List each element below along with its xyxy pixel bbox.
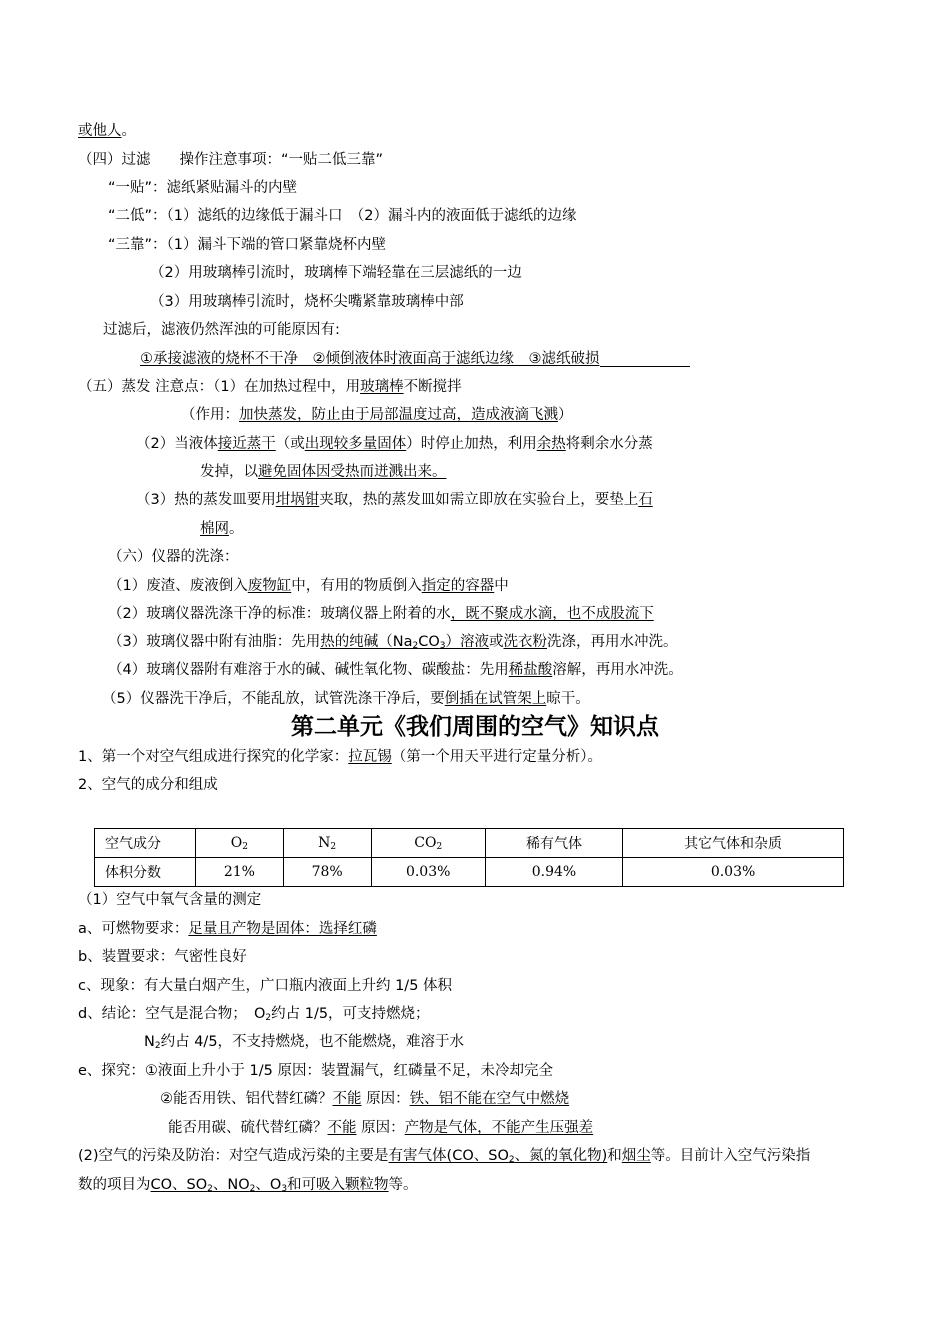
reasons-text: ①承接滤液的烧杯不干净 ②倾倒液体时液面高于滤纸边缘 ③滤纸破损 <box>140 351 600 367</box>
text-line: （3）用玻璃棒引流时，烧杯尖嘴紧靠玻璃棒中部 <box>150 294 464 310</box>
text-line: （1）空气中氧气含量的测定 <box>78 892 262 908</box>
text-line: “二低”：（1）滤纸的边缘低于漏斗口 （2）漏斗内的液面低于滤纸的边缘 <box>108 208 577 224</box>
text-span: （五）蒸发 注意点：（1）在加热过程中，用 <box>78 379 361 395</box>
text-span: 溶解，再用水冲洗。 <box>552 662 683 678</box>
text-span: ）溶液 <box>445 634 489 650</box>
underlined-text: 拉瓦锡 <box>348 749 392 765</box>
text-span: 将剩余水分蒸 <box>565 436 653 452</box>
air-composition-table <box>94 828 844 887</box>
text-span: 能否用碳、硫代替红磷？ <box>168 1120 328 1136</box>
table-cell: 体积分数 <box>95 858 196 887</box>
underlined-text <box>151 1177 389 1193</box>
text-line <box>78 121 136 141</box>
text-span: 等。 <box>388 1177 418 1193</box>
underlined-text: 足量且产物是固体：选择红磷 <box>188 921 377 937</box>
text-line <box>78 1004 430 1024</box>
underlined-text <box>389 1148 608 1164</box>
text-line <box>108 604 654 624</box>
table-row <box>95 858 844 887</box>
text-line: 2、空气的成分和组成 <box>78 777 218 793</box>
text-span: （1）废渣、废液倒入 <box>108 578 248 594</box>
text-span: （作用： <box>181 407 239 423</box>
text-span: 1、第一个对空气组成进行探究的化学家： <box>78 749 349 765</box>
subscript: 3 <box>281 1184 288 1194</box>
underlined-text: 铁、铝不能在空气中燃烧 <box>409 1091 570 1107</box>
subscript: 3 <box>439 641 446 651</box>
text-line <box>78 1146 810 1166</box>
text-span: O <box>230 835 243 851</box>
text-span: 约占 4/5，不支持燃烧，也不能燃烧，难溶于水 <box>160 1034 465 1050</box>
text-line <box>78 919 377 939</box>
text-line <box>160 1089 569 1109</box>
text-span: 中 <box>494 578 509 594</box>
text-line <box>108 660 683 680</box>
text-span: 发掉，以 <box>200 464 258 480</box>
underlined-text: ，既不聚成水滴，也不成股流下 <box>450 606 654 622</box>
text-span: 晾干。 <box>546 691 590 707</box>
table-cell: 稀有气体 <box>485 829 622 858</box>
text-span: CO <box>414 835 437 851</box>
text-span: （4）玻璃仪器附有难溶于水的碱、碱性氧化物、碳酸盐：先用 <box>108 662 509 678</box>
text-span: 、NO <box>212 1177 250 1193</box>
text-line <box>136 490 653 510</box>
text-span: 。 <box>229 521 244 537</box>
text-span: 原因： <box>356 1120 405 1136</box>
table-cell <box>283 829 371 858</box>
text-span: (2)空气的污染及防治：对空气造成污染的主要是 <box>78 1148 389 1164</box>
subscript: 2 <box>330 842 337 852</box>
table-cell: 78% <box>283 858 371 887</box>
underlined-text: 玻璃棒 <box>360 379 404 395</box>
subscript: 2 <box>154 1041 161 1051</box>
filter-heading: （四）过滤 操作注意事项：“一贴二低三靠” <box>78 152 384 168</box>
table-cell: 0.03% <box>371 858 485 887</box>
subscript: 2 <box>436 842 443 852</box>
text-line: b、装置要求：气密性良好 <box>78 949 247 965</box>
table-cell <box>196 829 284 858</box>
table-cell: 空气成分 <box>95 829 196 858</box>
text-span: N <box>144 1034 155 1050</box>
subscript: 2 <box>207 1184 213 1194</box>
table-cell: 0.94% <box>485 858 622 887</box>
table-cell: 21% <box>196 858 284 887</box>
text-line <box>108 632 677 652</box>
text-line: “一贴”：滤纸紧贴漏斗的内壁 <box>108 180 298 196</box>
text-line <box>168 1118 593 1138</box>
text-span: ） <box>558 407 573 423</box>
underlined-text <box>320 634 489 650</box>
underlined-text: 接近蒸干 <box>217 436 276 452</box>
text-span: （3）玻璃仪器中附有油脂：先用 <box>108 634 321 650</box>
table-cell: 0.03% <box>623 858 844 887</box>
text-line <box>78 747 602 767</box>
underlined-text: 指定的容器 <box>421 578 495 594</box>
text-line <box>200 462 447 482</box>
text-span: 洗涤，再用水冲洗。 <box>546 634 678 650</box>
text-span: （5）仪器洗干净后，不能乱放，试管洗涤干净后，要 <box>102 691 445 707</box>
text-span: 原因： <box>361 1091 410 1107</box>
text-line <box>108 576 509 596</box>
underlined-text: 不能 <box>332 1091 362 1107</box>
text-line: （2）用玻璃棒引流时，玻璃棒下端轻靠在三层滤纸的一边 <box>150 265 522 281</box>
text-span: ）时停止加热，利用 <box>406 436 537 452</box>
underlined-text: 避免固体因受热而迸溅出来。 <box>258 464 447 480</box>
underlined-text: 加快蒸发，防止由于局部温度过高，造成液滴飞溅 <box>239 407 558 423</box>
underlined-text: 废物缸 <box>247 578 292 594</box>
text-line <box>140 349 690 369</box>
text-span: 约占 1/5，可支持燃烧； <box>271 1006 430 1022</box>
underlined-text: 棉网 <box>200 521 229 537</box>
text-span: CO <box>418 634 440 650</box>
text-span: 等。目前计入空气污染指 <box>650 1148 811 1164</box>
underlined-text: 出现较多量固体 <box>304 436 407 452</box>
text-span: 和 <box>607 1148 622 1164</box>
text-span: ②能否用铁、铝代替红磷？ <box>160 1091 333 1107</box>
text-span: d、结论：空气是混合物； O <box>78 1006 266 1022</box>
text-line <box>181 405 573 425</box>
text-line: “三靠”：（1）漏斗下端的管口紧靠烧杯内壁 <box>108 237 386 253</box>
underlined-text: 烟尘 <box>621 1148 651 1164</box>
text-line <box>200 519 244 539</box>
underlined-text: 坩埚钳 <box>275 492 320 508</box>
underline-blank <box>600 352 690 367</box>
text-span: 中，有用的物质倒入 <box>291 578 422 594</box>
underlined-text: 倒插在试管架上 <box>444 691 547 707</box>
subscript: 2 <box>242 842 248 852</box>
underlined-text: 稀盐酸 <box>508 662 553 678</box>
text-span: 。 <box>121 123 136 139</box>
table-row <box>95 829 844 858</box>
text-span: 、O <box>255 1177 282 1193</box>
underlined-text: 产物是气体，不能产生压强差 <box>404 1120 594 1136</box>
text-line <box>136 434 653 454</box>
text-span: 夹取，热的蒸发皿如需立即放在实验台上，要垫上 <box>319 492 639 508</box>
text-span: N <box>318 835 331 851</box>
table-cell: 其它气体和杂质 <box>623 829 844 858</box>
unit-title: 第二单元《我们周围的空气》知识点 <box>291 714 659 740</box>
text-span: （2）玻璃仪器洗涤干净的标准：玻璃仪器上附着的水 <box>108 606 451 622</box>
underlined-text: 余热 <box>536 436 566 452</box>
subscript: 2 <box>508 1155 515 1165</box>
text-span: 或 <box>488 634 504 650</box>
subscript: 2 <box>265 1013 272 1023</box>
text-span: （第一个用天平进行定量分析）。 <box>391 749 602 765</box>
text-span: 有害气体(CO、SO <box>388 1148 509 1164</box>
text-span: （3）热的蒸发皿要用 <box>136 492 276 508</box>
text-span: 热的纯碱（Na <box>320 634 413 650</box>
text-span: a、可燃物要求： <box>78 921 189 937</box>
text-line: 过滤后，滤液仍然浑浊的可能原因有: <box>103 322 340 338</box>
text-line <box>144 1032 464 1052</box>
underlined-text: 洗衣粉 <box>503 634 547 650</box>
text-line: c、现象：有大量白烟产生，广口瓶内液面上升约 1/5 体积 <box>78 978 453 994</box>
text-span: 不断搅拌 <box>403 379 462 395</box>
underlined-text: 不能 <box>327 1120 357 1136</box>
text-line <box>102 689 590 709</box>
table-cell <box>371 829 485 858</box>
text-line <box>78 1175 418 1195</box>
text-span: CO、SO <box>150 1177 208 1193</box>
text-span: 数的项目为 <box>78 1177 151 1193</box>
underlined-text: 石 <box>638 492 653 508</box>
evaporation-heading <box>78 377 462 397</box>
washing-heading: （六）仪器的洗涤： <box>108 549 239 565</box>
text-line: e、探究：①液面上升小于 1/5 原因：装置漏气，红磷量不足，未冷却完全 <box>78 1063 553 1079</box>
text-span: 、氮的氧化物) <box>514 1148 608 1164</box>
text-span: 和可吸入颗粒物 <box>287 1177 389 1193</box>
underlined-text: 或他人 <box>78 123 122 139</box>
subscript: 2 <box>412 641 419 651</box>
text-span: （2）当液体 <box>136 436 218 452</box>
subscript: 2 <box>249 1184 256 1194</box>
text-span: （或 <box>275 436 305 452</box>
